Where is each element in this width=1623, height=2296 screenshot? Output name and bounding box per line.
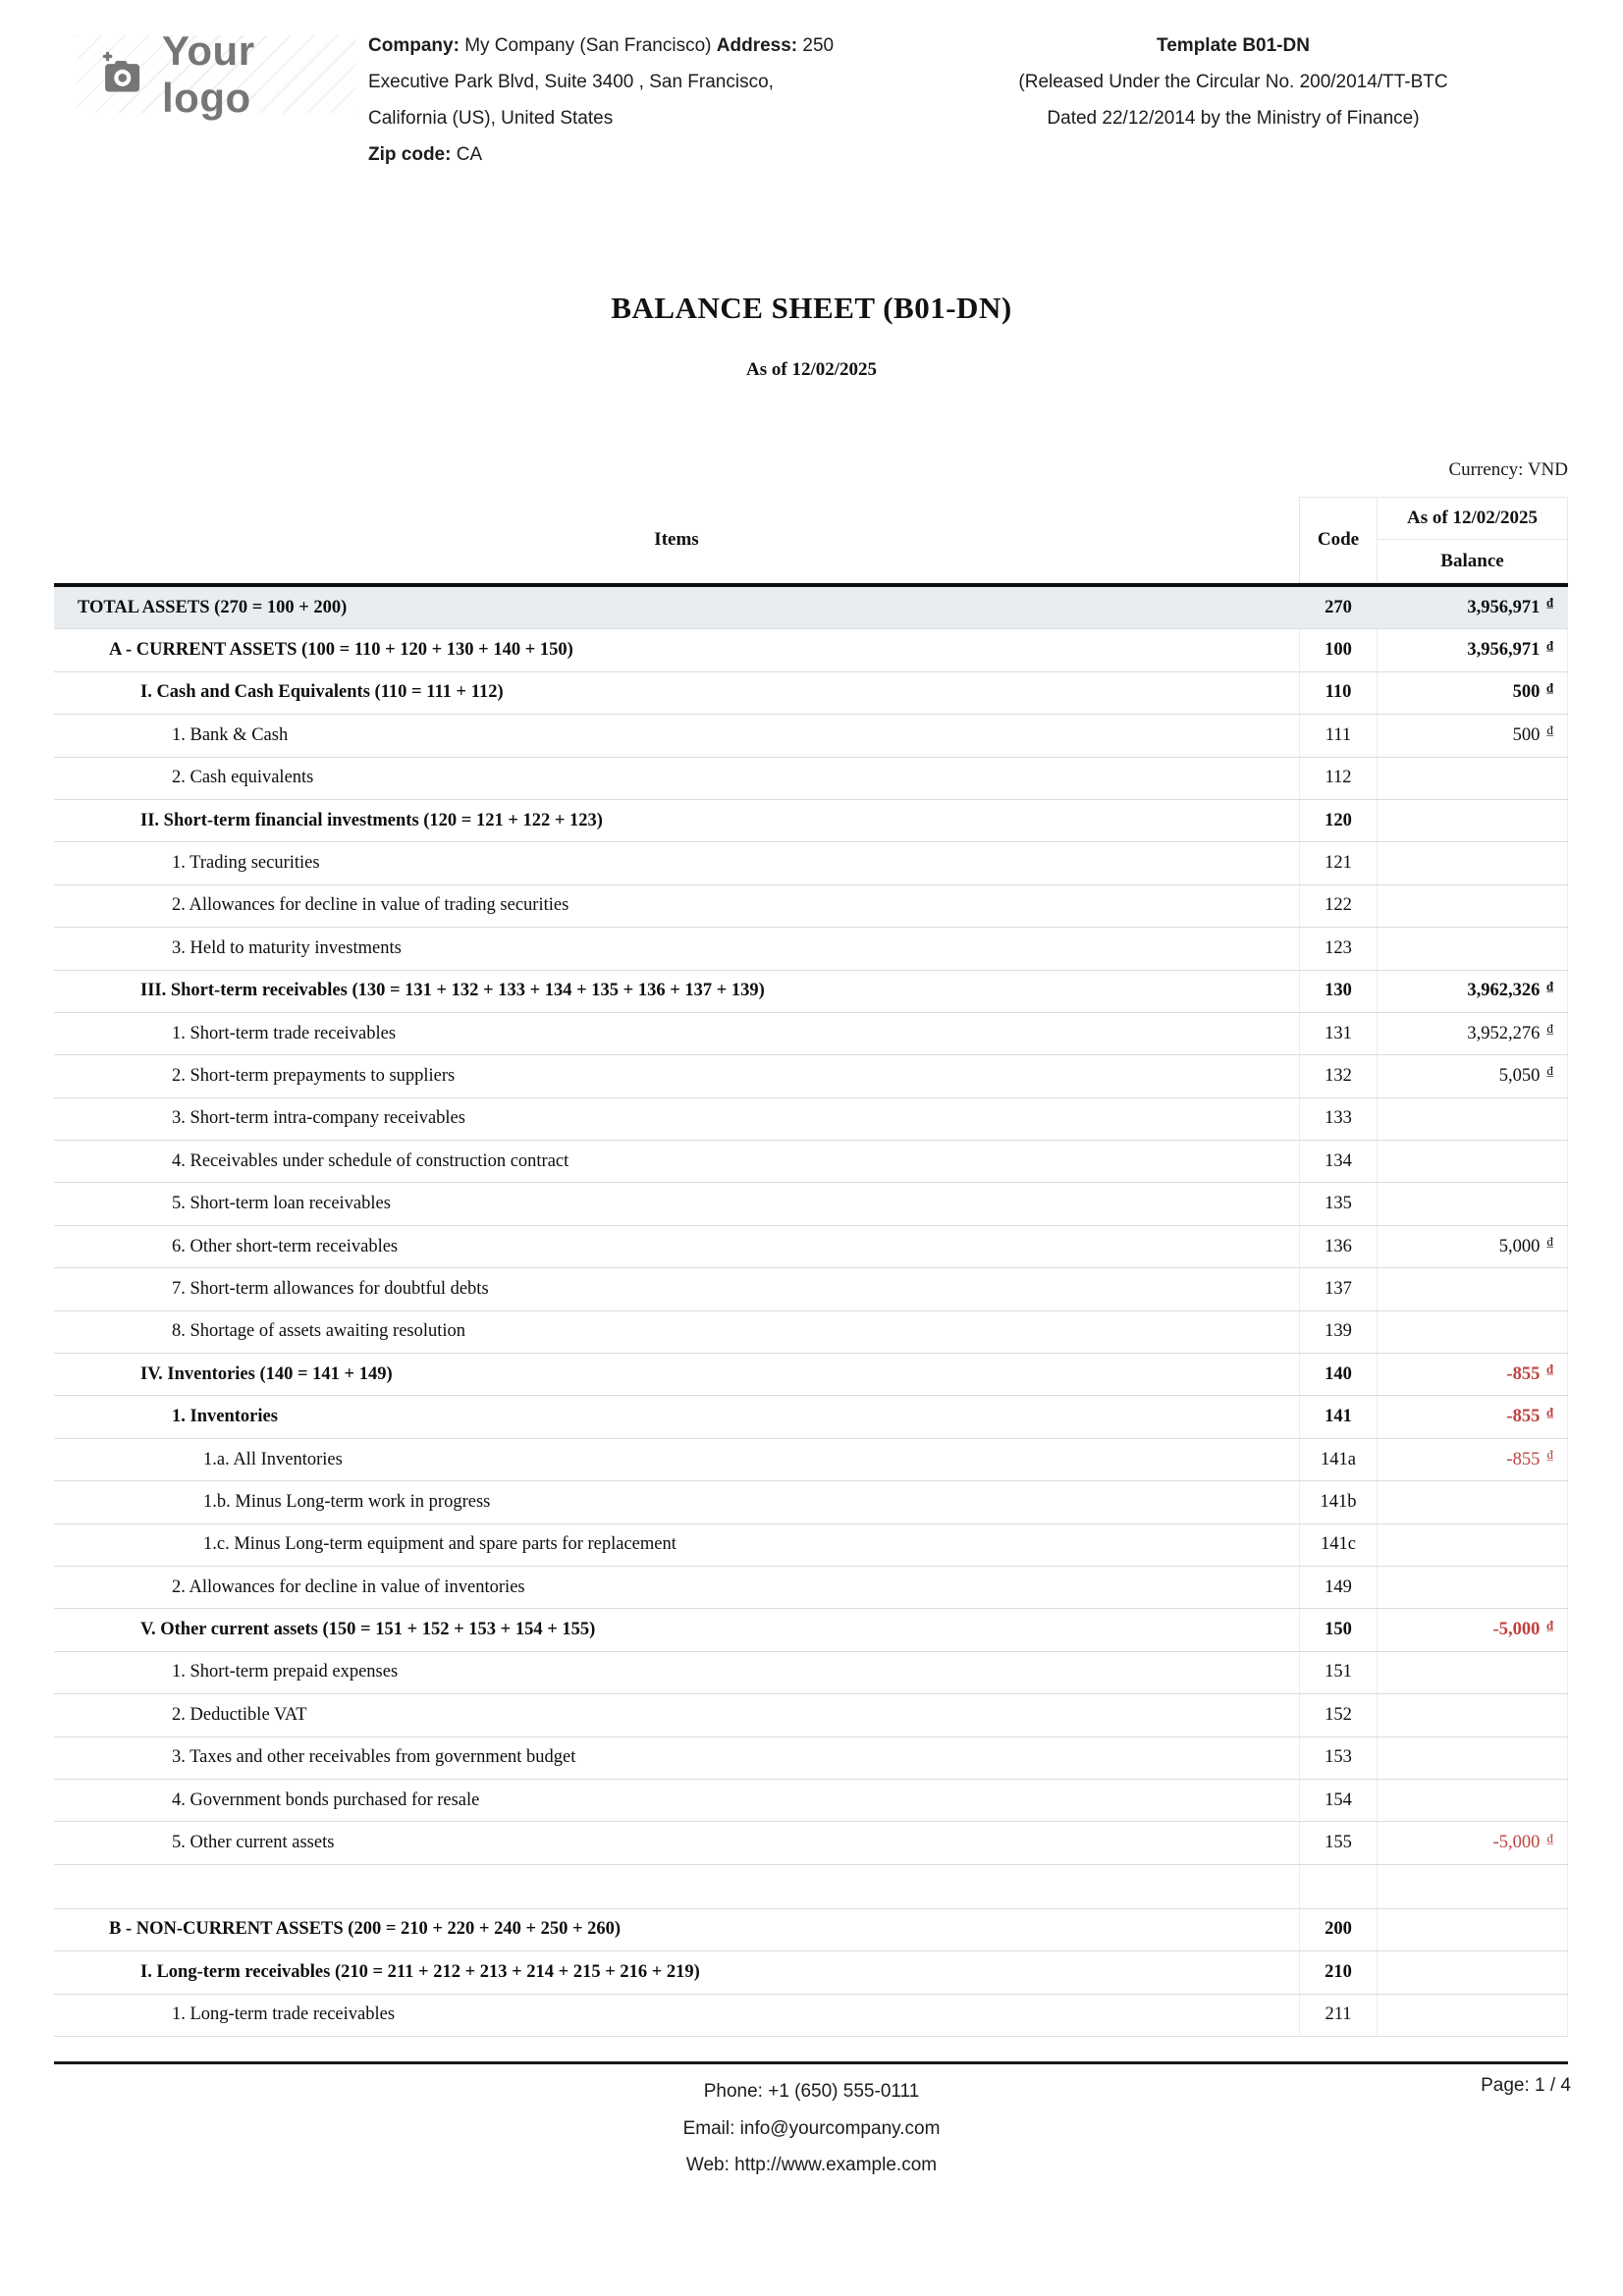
table-row: [54, 1013, 1568, 1055]
row-value: [1378, 1013, 1568, 1054]
table-row: [54, 1737, 1568, 1780]
row-value: [1378, 1822, 1568, 1863]
row-value: [1378, 928, 1568, 969]
table-header: [54, 497, 1568, 583]
row-value: [1378, 1652, 1568, 1693]
row-label: 1. Trading securities: [172, 853, 320, 874]
row-code: 151: [1299, 1652, 1378, 1693]
row-code: 139: [1299, 1311, 1378, 1353]
balance-table: [54, 497, 1568, 2037]
row-amount: 5,050: [1498, 1065, 1541, 1086]
row-label: 4. Receivables under schedule of construction contract: [172, 1150, 569, 1171]
row-code: 122: [1299, 885, 1378, 927]
row-value: [1378, 587, 1568, 628]
dong-symbol: ₫: [1546, 1404, 1553, 1419]
company-label: Company:: [368, 35, 460, 56]
footer-divider: [54, 2061, 1568, 2064]
row-amount: -855: [1506, 1363, 1541, 1384]
template-info: [933, 27, 1534, 136]
row-amount: -5,000: [1492, 1620, 1541, 1640]
balance-header: Balance: [1378, 540, 1568, 583]
row-value: [1378, 1098, 1568, 1140]
table-row: [54, 1183, 1568, 1225]
table-row: [54, 1652, 1568, 1694]
row-code: 150: [1299, 1609, 1378, 1650]
table-row: [54, 587, 1568, 629]
table-spacer-row: [54, 1865, 1568, 1909]
camera-icon: [98, 50, 147, 99]
row-value: [1378, 1439, 1568, 1480]
row-label: IV. Inventories (140 = 141 + 149): [140, 1363, 393, 1384]
row-value: [1378, 1268, 1568, 1309]
row-code: 141a: [1299, 1439, 1378, 1480]
row-value: [1378, 971, 1568, 1012]
row-value: [1378, 885, 1568, 927]
row-code: 133: [1299, 1098, 1378, 1140]
row-label: 1. Inventories: [172, 1407, 278, 1427]
row-label: 3. Short-term intra-company receivables: [172, 1108, 465, 1129]
row-label: 2. Short-term prepayments to suppliers: [172, 1065, 456, 1086]
row-label: TOTAL ASSETS (270 = 100 + 200): [78, 597, 348, 617]
row-value: [1378, 1951, 1568, 1993]
row-label: 1. Long-term trade receivables: [172, 2004, 396, 2025]
row-value: [1378, 1609, 1568, 1650]
row-label: 1.b. Minus Long-term work in progress: [203, 1491, 491, 1512]
row-amount: 500: [1512, 724, 1541, 745]
row-value: [1378, 1865, 1568, 1908]
table-row: [54, 885, 1568, 928]
table-row: [54, 800, 1568, 842]
row-amount: -5,000: [1492, 1833, 1541, 1853]
row-code: 153: [1299, 1737, 1378, 1779]
footer-web: Web: http://www.example.com: [685, 2155, 938, 2175]
row-code: 135: [1299, 1183, 1378, 1224]
template-date: Dated 22/12/2014 by the Ministry of Finance): [1047, 108, 1420, 129]
zip-value: CA: [456, 144, 483, 165]
dong-symbol: ₫: [1546, 595, 1553, 611]
row-code: 141c: [1299, 1524, 1378, 1566]
row-amount: -855: [1506, 1449, 1541, 1469]
dong-symbol: ₫: [1546, 1234, 1553, 1250]
row-label: 3. Taxes and other receivables from government budget: [172, 1747, 576, 1768]
company-logo: [77, 27, 355, 121]
table-row: [54, 1524, 1568, 1567]
row-label: 2. Deductible VAT: [172, 1704, 307, 1725]
row-code: 140: [1299, 1354, 1378, 1395]
row-code: 210: [1299, 1951, 1378, 1993]
row-code: 111: [1299, 715, 1378, 756]
row-amount: 500: [1512, 682, 1541, 703]
dong-symbol: ₫: [1546, 1447, 1553, 1462]
table-row: [54, 1354, 1568, 1396]
zip-label: Zip code:: [368, 144, 452, 165]
row-value: [1378, 1311, 1568, 1353]
table-row: [54, 842, 1568, 884]
items-header: Items: [654, 529, 699, 550]
row-code: 141b: [1299, 1481, 1378, 1522]
row-code: 211: [1299, 1995, 1378, 2036]
table-row: [54, 1439, 1568, 1481]
row-code: 136: [1299, 1226, 1378, 1267]
template-title: Template B01-DN: [1157, 35, 1310, 56]
row-value: [1378, 1524, 1568, 1566]
dong-symbol: ₫: [1546, 722, 1553, 738]
row-value: [1378, 1567, 1568, 1608]
row-label: A - CURRENT ASSETS (100 = 110 + 120 + 130 + 140 + 150): [109, 640, 573, 661]
row-value: [1378, 629, 1568, 670]
table-row: [54, 971, 1568, 1013]
row-amount: 3,956,971: [1467, 597, 1541, 617]
table-row: [54, 1909, 1568, 1951]
dong-symbol: ₫: [1546, 1617, 1553, 1632]
row-label: 8. Shortage of assets awaiting resolution: [172, 1321, 466, 1342]
row-label: 1. Short-term trade receivables: [172, 1023, 397, 1043]
report-subtitle: As of 12/02/2025: [746, 359, 877, 380]
page-number: Page: 1 / 4: [1481, 2075, 1571, 2096]
row-label: 5. Other current assets: [172, 1833, 335, 1853]
row-value: [1378, 1481, 1568, 1522]
row-amount: -855: [1506, 1407, 1541, 1427]
company-value: My Company (San Francisco): [464, 35, 712, 56]
table-row: [54, 1098, 1568, 1141]
row-label: 5. Short-term loan receivables: [172, 1194, 391, 1214]
row-code: 123: [1299, 928, 1378, 969]
row-code: 270: [1299, 587, 1378, 628]
table-row: [54, 1226, 1568, 1268]
row-value: [1378, 1354, 1568, 1395]
table-row: [54, 1268, 1568, 1310]
table-row: [54, 1694, 1568, 1736]
asof-header: As of 12/02/2025: [1378, 497, 1568, 540]
address-label: Address:: [716, 35, 798, 56]
row-value: [1378, 758, 1568, 799]
row-label: 1.a. All Inventories: [203, 1449, 343, 1469]
table-row: [54, 928, 1568, 970]
table-row: [54, 1995, 1568, 2037]
row-label: V. Other current assets (150 = 151 + 152 + 153 + 154 + 155): [140, 1620, 596, 1640]
table-row: [54, 1609, 1568, 1651]
row-code: 112: [1299, 758, 1378, 799]
row-value: [1378, 1396, 1568, 1437]
row-label: 3. Held to maturity investments: [172, 937, 402, 958]
logo-text: Your logo: [162, 27, 255, 121]
row-code: 130: [1299, 971, 1378, 1012]
row-value: [1378, 1694, 1568, 1735]
row-code: 121: [1299, 842, 1378, 883]
dong-symbol: ₫: [1546, 679, 1553, 695]
row-amount: 3,956,971: [1467, 640, 1541, 661]
row-label: 1. Short-term prepaid expenses: [172, 1662, 399, 1682]
row-label: B - NON-CURRENT ASSETS (200 = 210 + 220 + 240 + 250 + 260): [109, 1919, 622, 1940]
address-value: 250 Executive Park Blvd, Suite 3400 , San Francisco, California (US), United States: [368, 35, 835, 129]
row-code: 110: [1299, 672, 1378, 714]
table-row: [54, 629, 1568, 671]
row-code: [1299, 1865, 1378, 1908]
row-label: 6. Other short-term receivables: [172, 1236, 399, 1256]
row-code: 137: [1299, 1268, 1378, 1309]
table-row: [54, 1951, 1568, 1994]
table-row: [54, 1055, 1568, 1097]
report-title: BALANCE SHEET (B01-DN): [611, 291, 1012, 325]
company-info: [368, 27, 841, 173]
row-label: 2. Cash equivalents: [172, 768, 314, 788]
row-label: 1.c. Minus Long-term equipment and spare parts for replacement: [203, 1534, 676, 1555]
template-circular: (Released Under the Circular No. 200/2014/TT-BTC: [1018, 72, 1448, 92]
row-code: 134: [1299, 1141, 1378, 1182]
table-row: [54, 1780, 1568, 1822]
table-row: [54, 1481, 1568, 1523]
table-row: [54, 758, 1568, 800]
row-value: [1378, 1141, 1568, 1182]
table-row: [54, 1311, 1568, 1354]
row-value: [1378, 1226, 1568, 1267]
dong-symbol: ₫: [1546, 1021, 1553, 1037]
row-value: [1378, 1995, 1568, 2036]
code-header: Code: [1299, 497, 1378, 583]
currency-note: Currency: VND: [1448, 459, 1568, 480]
row-code: 200: [1299, 1909, 1378, 1950]
table-row: [54, 1396, 1568, 1438]
row-code: 154: [1299, 1780, 1378, 1821]
row-value: [1378, 1909, 1568, 1950]
row-code: 141: [1299, 1396, 1378, 1437]
table-row: [54, 1567, 1568, 1609]
row-label: 1. Bank & Cash: [172, 724, 289, 745]
table-row: [54, 715, 1568, 757]
table-row: [54, 1822, 1568, 1864]
row-amount: 3,952,276: [1467, 1023, 1541, 1043]
dong-symbol: ₫: [1546, 1063, 1553, 1079]
row-value: [1378, 672, 1568, 714]
row-label: 2. Allowances for decline in value of inventories: [172, 1576, 525, 1597]
table-row: [54, 1141, 1568, 1183]
row-code: 100: [1299, 629, 1378, 670]
row-code: 120: [1299, 800, 1378, 841]
row-label: 7. Short-term allowances for doubtful debts: [172, 1278, 489, 1299]
row-label: III. Short-term receivables (130 = 131 + 132 + 133 + 134 + 135 + 136 + 137 + 139): [140, 981, 765, 1001]
row-amount: 3,962,326: [1467, 981, 1541, 1001]
table-row: [54, 672, 1568, 715]
row-value: [1378, 1183, 1568, 1224]
table-body: [54, 587, 1568, 2037]
dong-symbol: ₫: [1546, 637, 1553, 653]
row-label: I. Cash and Cash Equivalents (110 = 111 + 112): [140, 682, 504, 703]
dong-symbol: ₫: [1546, 978, 1553, 993]
row-amount: 5,000: [1498, 1236, 1541, 1256]
row-value: [1378, 842, 1568, 883]
row-label: I. Long-term receivables (210 = 211 + 212 + 213 + 214 + 215 + 216 + 219): [140, 1961, 700, 1982]
row-code: 155: [1299, 1822, 1378, 1863]
row-value: [1378, 800, 1568, 841]
row-value: [1378, 1780, 1568, 1821]
row-value: [1378, 1737, 1568, 1779]
row-label: 4. Government bonds purchased for resale: [172, 1789, 480, 1810]
row-code: 132: [1299, 1055, 1378, 1096]
row-code: 149: [1299, 1567, 1378, 1608]
row-label: II. Short-term financial investments (120 = 121 + 122 + 123): [140, 810, 603, 830]
dong-symbol: ₫: [1546, 1830, 1553, 1845]
footer: [0, 2073, 1623, 2184]
footer-phone: Phone: +1 (650) 555-0111: [703, 2081, 920, 2102]
row-value: [1378, 1055, 1568, 1096]
row-code: 131: [1299, 1013, 1378, 1054]
row-label: 2. Allowances for decline in value of trading securities: [172, 895, 569, 916]
row-code: 152: [1299, 1694, 1378, 1735]
footer-email: Email: info@yourcompany.com: [682, 2117, 941, 2139]
row-label: [54, 1865, 1299, 1908]
dong-symbol: ₫: [1546, 1362, 1553, 1377]
row-value: [1378, 715, 1568, 756]
